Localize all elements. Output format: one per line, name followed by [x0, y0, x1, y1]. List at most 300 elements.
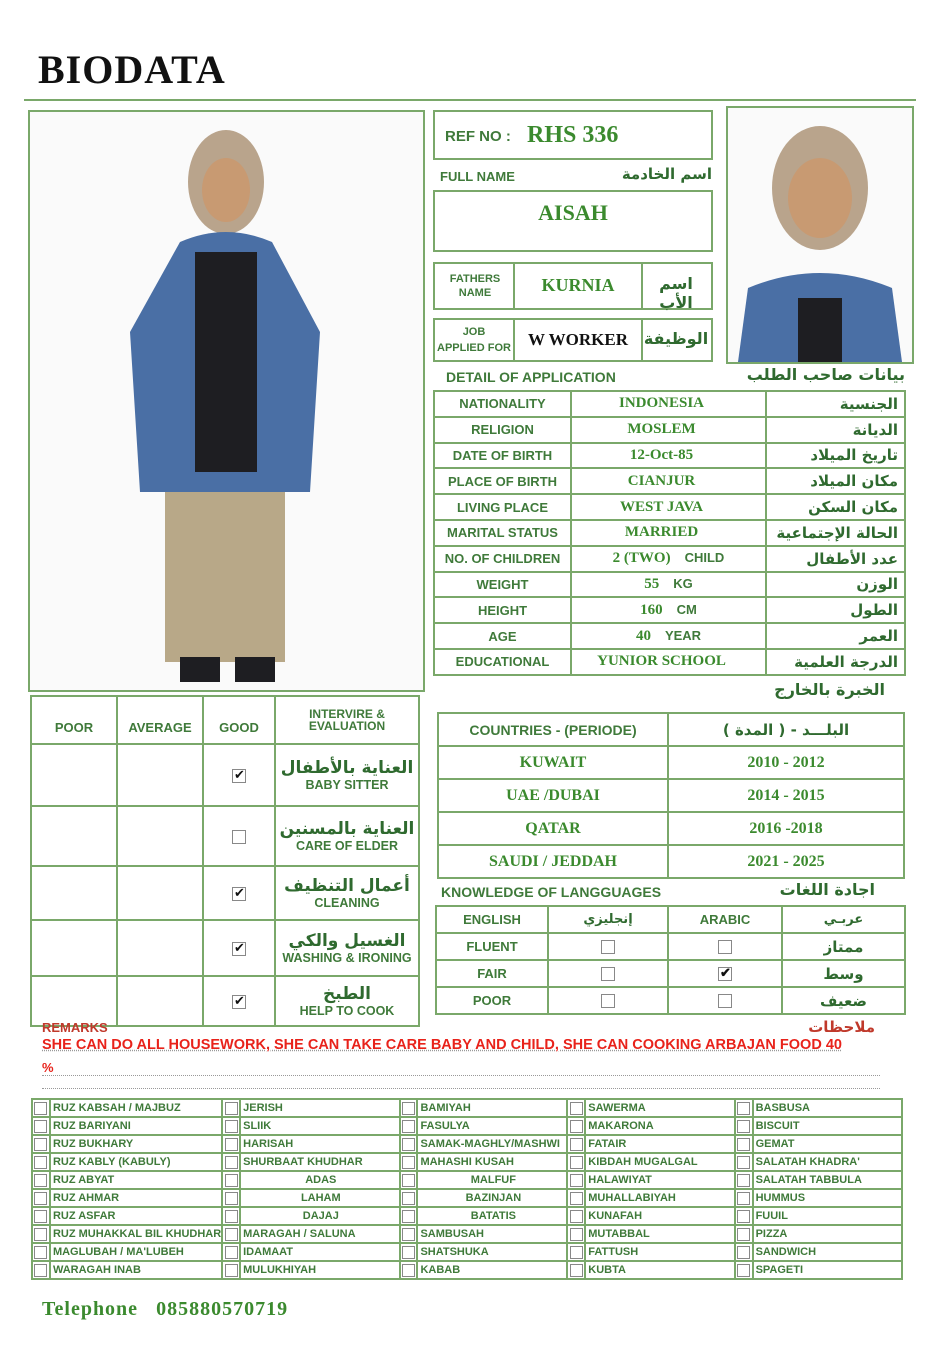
experience-period: 2016 -2018: [668, 812, 904, 845]
menu-row: [32, 1099, 902, 1117]
arabic-checkbox[interactable]: [718, 967, 732, 981]
detail-label-ar: الوزن: [766, 572, 905, 598]
menu-checkbox-cell: [222, 1243, 240, 1261]
remarks-label-ar: ملاحظات: [808, 1018, 875, 1036]
language-level: FAIR: [436, 960, 548, 987]
skill-good-checkbox[interactable]: [232, 942, 246, 956]
detail-label: NO. OF CHILDREN: [434, 546, 571, 572]
menu-checkbox-cell: [735, 1189, 753, 1207]
skill-average-cell: [117, 920, 203, 976]
experience-period: 2010 - 2012: [668, 746, 904, 779]
detail-value: MARRIED: [571, 520, 766, 546]
detail-row: [434, 494, 905, 520]
menu-item: RUZ AHMAR: [50, 1189, 222, 1207]
menu-item: BAZINJAN: [417, 1189, 567, 1207]
menu-checkbox-cell: [32, 1189, 50, 1207]
menu-item: HALAWIYAT: [585, 1171, 734, 1189]
language-row: [436, 933, 905, 960]
menu-checkbox[interactable]: [225, 1120, 238, 1133]
skill-name: CLEANING: [314, 896, 380, 910]
menu-checkbox[interactable]: [737, 1120, 750, 1133]
menu-item: MULUKHIYAH: [240, 1261, 399, 1279]
arabic-checkbox[interactable]: [718, 994, 732, 1008]
language-row: [436, 960, 905, 987]
skill-good-checkbox[interactable]: [232, 830, 246, 844]
skill-good-checkbox[interactable]: [232, 887, 246, 901]
arabic-header-ar: عربـي: [782, 906, 905, 933]
menu-item: BATATIS: [417, 1207, 567, 1225]
skill-average-cell: [117, 806, 203, 866]
arabic-checkbox-cell: [668, 933, 782, 960]
page-title: BIODATA: [38, 47, 226, 92]
menu-item: SHURBAAT KHUDHAR: [240, 1153, 399, 1171]
menu-item: MAKARONA: [585, 1117, 734, 1135]
detail-row: [434, 520, 905, 546]
menu-checkbox[interactable]: [570, 1192, 583, 1205]
detail-label-ar: بيانات صاحب الطلب: [746, 365, 905, 384]
skill-good-checkbox[interactable]: [232, 995, 246, 1009]
skill-good-cell: [203, 744, 275, 806]
detail-row: [434, 572, 905, 598]
menu-item: MUHALLABIYAH: [585, 1189, 734, 1207]
menu-checkbox-cell: [32, 1171, 50, 1189]
remarks-text: SHE CAN DO ALL HOUSEWORK, SHE CAN TAKE CARE BABY AND CHILD, SHE CAN COOKING ARBAJAN FOOD 40: [42, 1037, 842, 1053]
menu-checkbox[interactable]: [737, 1210, 750, 1223]
menu-checkbox-cell: [400, 1171, 418, 1189]
english-checkbox[interactable]: [601, 940, 615, 954]
menu-checkbox[interactable]: [570, 1102, 583, 1115]
menu-checkbox-cell: [400, 1243, 418, 1261]
language-level: POOR: [436, 987, 548, 1014]
english-checkbox-cell: [548, 987, 668, 1014]
detail-unit: KG: [673, 575, 693, 591]
menu-item: LAHAM: [240, 1189, 399, 1207]
detail-label: DATE OF BIRTH: [434, 443, 571, 469]
detail-label: LIVING PLACE: [434, 494, 571, 520]
menu-checkbox-cell: [222, 1153, 240, 1171]
detail-label-ar: الطول: [766, 597, 905, 623]
father-name-label-ar: اسم الأب: [659, 274, 693, 312]
menu-item: MARAGAH / SALUNA: [240, 1225, 399, 1243]
portrait-photo: [726, 106, 914, 364]
detail-label: EDUCATIONAL: [434, 649, 571, 675]
menu-checkbox[interactable]: [570, 1120, 583, 1133]
menu-checkbox-cell: [735, 1171, 753, 1189]
menu-checkbox-cell: [567, 1117, 585, 1135]
skill-row: [31, 920, 419, 976]
menu-checkbox[interactable]: [402, 1192, 415, 1205]
menu-checkbox[interactable]: [225, 1264, 238, 1277]
menu-checkbox[interactable]: [34, 1210, 47, 1223]
skill-evaluation: [275, 920, 419, 976]
menu-checkbox-cell: [400, 1189, 418, 1207]
menu-item: HUMMUS: [753, 1189, 902, 1207]
detail-value: 2 (TWO) CHILD: [571, 546, 766, 572]
detail-label-ar: مكان الميلاد: [766, 468, 905, 494]
detail-value: INDONESIA: [571, 391, 766, 417]
poor-header: POOR: [31, 696, 117, 744]
menu-checkbox-cell: [567, 1135, 585, 1153]
menu-checkbox[interactable]: [225, 1102, 238, 1115]
experience-table: [437, 712, 905, 879]
menu-checkbox[interactable]: [225, 1156, 238, 1169]
experience-country: KUWAIT: [438, 746, 668, 779]
menu-checkbox[interactable]: [34, 1156, 47, 1169]
menu-checkbox-cell: [222, 1207, 240, 1225]
menu-checkbox-cell: [222, 1135, 240, 1153]
languages-table: [435, 905, 906, 1015]
menu-checkbox-cell: [735, 1135, 753, 1153]
menu-checkbox[interactable]: [34, 1228, 47, 1241]
arabic-checkbox-cell: [668, 960, 782, 987]
menu-checkbox[interactable]: [570, 1174, 583, 1187]
menu-checkbox[interactable]: [34, 1174, 47, 1187]
experience-row: [438, 746, 904, 779]
menu-row: [32, 1243, 902, 1261]
arabic-checkbox[interactable]: [718, 940, 732, 954]
menu-checkbox-cell: [735, 1099, 753, 1117]
details-table: [433, 390, 906, 676]
menu-checkbox-cell: [735, 1243, 753, 1261]
skills-table: [30, 695, 420, 1027]
full-name-box: [433, 190, 713, 252]
menu-checkbox-cell: [735, 1117, 753, 1135]
menu-checkbox-cell: [32, 1117, 50, 1135]
menu-item: RUZ KABSAH / MAJBUZ: [50, 1099, 222, 1117]
menu-checkbox-cell: [222, 1117, 240, 1135]
english-checkbox-cell: [548, 933, 668, 960]
detail-row: [434, 597, 905, 623]
detail-unit: CHILD: [684, 550, 725, 566]
experience-row: [438, 779, 904, 812]
menu-item: DAJAJ: [240, 1207, 399, 1225]
menu-item: RUZ ASFAR: [50, 1207, 222, 1225]
menu-item: SAMBUSAH: [417, 1225, 567, 1243]
menu-row: [32, 1225, 902, 1243]
menu-checkbox-cell: [735, 1153, 753, 1171]
detail-value: WEST JAVA: [571, 494, 766, 520]
skill-name-ar: العناية بالأطفال: [280, 758, 414, 778]
menu-row: [32, 1261, 902, 1279]
menu-checkbox[interactable]: [34, 1246, 47, 1259]
menu-checkbox[interactable]: [737, 1174, 750, 1187]
detail-label-ar: العمر: [766, 623, 905, 649]
detail-label: AGE: [434, 623, 571, 649]
menu-item: SHATSHUKA: [417, 1243, 567, 1261]
menu-item: JERISH: [240, 1099, 399, 1117]
menu-item: BAMIYAH: [417, 1099, 567, 1117]
menu-checkbox-cell: [32, 1207, 50, 1225]
experience-country: SAUDI / JEDDAH: [438, 845, 668, 878]
skill-name: HELP TO COOK: [299, 1004, 395, 1018]
menu-checkbox[interactable]: [225, 1192, 238, 1205]
menu-checkbox-cell: [400, 1135, 418, 1153]
countries-header: COUNTRIES - (PERIODE): [438, 713, 668, 746]
skill-evaluation: [275, 806, 419, 866]
menu-checkbox[interactable]: [34, 1192, 47, 1205]
skill-good-cell: [203, 976, 275, 1026]
menu-checkbox[interactable]: [34, 1138, 47, 1151]
menu-checkbox[interactable]: [737, 1156, 750, 1169]
menu-checkbox[interactable]: [737, 1192, 750, 1205]
father-name-row: [433, 262, 713, 310]
menu-checkbox[interactable]: [402, 1210, 415, 1223]
menu-checkbox-cell: [222, 1171, 240, 1189]
job-label-ar: الوظيفة: [643, 329, 709, 348]
menu-checkbox-cell: [567, 1243, 585, 1261]
experience-label-ar: الخبرة بالخارج: [774, 680, 885, 699]
skill-name-ar: العناية بالمسنين: [279, 819, 415, 839]
remarks-line: [42, 1088, 880, 1089]
menu-checkbox[interactable]: [225, 1246, 238, 1259]
skill-poor-cell: [31, 806, 117, 866]
menu-item: KUBTA: [585, 1261, 734, 1279]
menu-checkbox[interactable]: [570, 1210, 583, 1223]
english-checkbox[interactable]: [601, 967, 615, 981]
menu-checkbox[interactable]: [737, 1264, 750, 1277]
skill-name-ar: أعمال التنظيف: [284, 876, 410, 896]
evaluation-header: INTERVIRE & EVALUATION: [275, 696, 419, 744]
menu-item: MUTABBAL: [585, 1225, 734, 1243]
skill-name-ar: الغسيل والكي: [288, 931, 406, 951]
job-value: W WORKER: [528, 330, 628, 349]
skill-evaluation: [275, 744, 419, 806]
countries-header-ar: البلـــد - ( المدة ): [668, 713, 904, 746]
skill-good-cell: [203, 866, 275, 920]
menu-checkbox-cell: [400, 1117, 418, 1135]
menu-checkbox-cell: [400, 1153, 418, 1171]
menu-row: [32, 1153, 902, 1171]
menu-checkbox[interactable]: [402, 1174, 415, 1187]
menu-item: SAMAK-MAGHLY/MASHWI: [417, 1135, 567, 1153]
menu-checkbox[interactable]: [34, 1120, 47, 1133]
menu-checkbox[interactable]: [225, 1210, 238, 1223]
detail-label: HEIGHT: [434, 597, 571, 623]
menu-checkbox[interactable]: [34, 1264, 47, 1277]
father-name-value: KURNIA: [541, 275, 615, 295]
detail-label: RELIGION: [434, 417, 571, 443]
skill-good-checkbox[interactable]: [232, 769, 246, 783]
skill-poor-cell: [31, 920, 117, 976]
menu-checkbox-cell: [567, 1261, 585, 1279]
menu-checkbox[interactable]: [737, 1138, 750, 1151]
menu-checkbox-cell: [567, 1099, 585, 1117]
menu-row: [32, 1171, 902, 1189]
job-label: JOB APPLIED FOR: [437, 326, 511, 354]
english-checkbox[interactable]: [601, 994, 615, 1008]
menu-row: [32, 1117, 902, 1135]
menu-checkbox[interactable]: [402, 1246, 415, 1259]
english-header-ar: إنجليزي: [548, 906, 668, 933]
menu-checkbox[interactable]: [225, 1174, 238, 1187]
detail-label-ar: الدرجة العلمية: [766, 649, 905, 675]
detail-value: 160 CM: [571, 597, 766, 623]
detail-row: [434, 443, 905, 469]
food-menu-table: [31, 1098, 903, 1280]
detail-row: [434, 468, 905, 494]
detail-row: [434, 623, 905, 649]
menu-checkbox[interactable]: [570, 1228, 583, 1241]
skill-row: [31, 744, 419, 806]
detail-unit: CM: [676, 601, 697, 617]
good-header: GOOD: [203, 696, 275, 744]
menu-checkbox[interactable]: [34, 1102, 47, 1115]
menu-checkbox[interactable]: [225, 1228, 238, 1241]
detail-value: YUNIOR SCHOOL: [571, 649, 766, 675]
skill-name: BABY SITTER: [305, 778, 389, 792]
detail-value: 55 KG: [571, 572, 766, 598]
menu-item: KUNAFAH: [585, 1207, 734, 1225]
experience-country: UAE /DUBAI: [438, 779, 668, 812]
menu-row: [32, 1189, 902, 1207]
menu-checkbox[interactable]: [402, 1156, 415, 1169]
menu-checkbox-cell: [400, 1225, 418, 1243]
menu-item: SPAGETI: [753, 1261, 902, 1279]
menu-checkbox[interactable]: [737, 1246, 750, 1259]
detail-value: 40 YEAR: [571, 623, 766, 649]
language-level-ar: ممتاز: [782, 933, 905, 960]
menu-checkbox-cell: [32, 1243, 50, 1261]
skill-good-cell: [203, 806, 275, 866]
menu-item: KABAB: [417, 1261, 567, 1279]
menu-checkbox-cell: [222, 1261, 240, 1279]
menu-checkbox[interactable]: [225, 1138, 238, 1151]
skill-row: [31, 976, 419, 1026]
remarks-text-2: %: [42, 1060, 880, 1076]
skill-name-ar: الطبخ: [323, 984, 371, 1004]
experience-country: QATAR: [438, 812, 668, 845]
menu-row: [32, 1207, 902, 1225]
menu-checkbox[interactable]: [402, 1138, 415, 1151]
detail-value: 12-Oct-85: [571, 443, 766, 469]
experience-row: [438, 812, 904, 845]
menu-checkbox[interactable]: [402, 1120, 415, 1133]
detail-label-ar: الجنسية: [766, 391, 905, 417]
menu-item: BASBUSA: [753, 1099, 902, 1117]
menu-checkbox-cell: [567, 1207, 585, 1225]
menu-checkbox-cell: [567, 1153, 585, 1171]
skill-poor-cell: [31, 744, 117, 806]
menu-row: [32, 1135, 902, 1153]
menu-checkbox-cell: [400, 1261, 418, 1279]
skill-average-cell: [117, 976, 203, 1026]
father-name-label: FATHERS NAME: [449, 273, 501, 299]
telephone: [42, 1298, 288, 1321]
detail-unit: YEAR: [664, 627, 702, 643]
skill-name: WASHING & IRONING: [282, 951, 412, 965]
full-name-label-ar: اسم الخادمة: [621, 165, 712, 183]
detail-label: WEIGHT: [434, 572, 571, 598]
experience-period: 2014 - 2015: [668, 779, 904, 812]
languages-label: KNOWLEDGE OF LANGGUAGES: [441, 884, 662, 900]
menu-checkbox-cell: [32, 1135, 50, 1153]
skill-evaluation: [275, 976, 419, 1026]
menu-checkbox-cell: [567, 1189, 585, 1207]
menu-checkbox-cell: [32, 1099, 50, 1117]
languages-label-ar: اجادة اللغات: [779, 880, 875, 899]
language-level-ar: ضعيف: [782, 987, 905, 1014]
english-header: ENGLISH: [436, 906, 548, 933]
menu-item: HARISAH: [240, 1135, 399, 1153]
menu-item: FATTUSH: [585, 1243, 734, 1261]
menu-item: RUZ BARIYANI: [50, 1117, 222, 1135]
experience-period: 2021 - 2025: [668, 845, 904, 878]
menu-item: IDAMAAT: [240, 1243, 399, 1261]
menu-checkbox-cell: [567, 1225, 585, 1243]
experience-row: [438, 845, 904, 878]
menu-item: SALATAH TABBULA: [753, 1171, 902, 1189]
menu-item: SALATAH KHADRA': [753, 1153, 902, 1171]
menu-item: SANDWICH: [753, 1243, 902, 1261]
menu-item: SAWERMA: [585, 1099, 734, 1117]
menu-item: MAGLUBAH / MA'LUBEH: [50, 1243, 222, 1261]
menu-item: RUZ KABLY (KABULY): [50, 1153, 222, 1171]
menu-checkbox-cell: [32, 1261, 50, 1279]
language-row: [436, 987, 905, 1014]
menu-item: SLIIK: [240, 1117, 399, 1135]
skill-row: [31, 806, 419, 866]
detail-row: [434, 546, 905, 572]
menu-checkbox-cell: [400, 1099, 418, 1117]
language-level-ar: وسط: [782, 960, 905, 987]
average-header: AVERAGE: [117, 696, 203, 744]
detail-label-ar: تاريخ الميلاد: [766, 443, 905, 469]
detail-label: PLACE OF BIRTH: [434, 468, 571, 494]
detail-label-ar: مكان السكن: [766, 494, 905, 520]
menu-checkbox-cell: [222, 1225, 240, 1243]
detail-label-ar: الديانة: [766, 417, 905, 443]
skill-poor-cell: [31, 866, 117, 920]
skill-poor-cell: [31, 976, 117, 1026]
english-checkbox-cell: [548, 960, 668, 987]
title-divider: [24, 99, 916, 101]
full-body-photo: [28, 110, 425, 692]
menu-item: RUZ ABYAT: [50, 1171, 222, 1189]
menu-checkbox[interactable]: [570, 1156, 583, 1169]
detail-label-ar: الحالة الإجتماعية: [766, 520, 905, 546]
detail-row: [434, 417, 905, 443]
ref-no-label: REF NO :: [445, 128, 511, 145]
menu-checkbox-cell: [32, 1225, 50, 1243]
menu-checkbox[interactable]: [737, 1228, 750, 1241]
detail-label: DETAIL OF APPLICATION: [446, 369, 616, 385]
menu-checkbox-cell: [735, 1261, 753, 1279]
menu-checkbox-cell: [400, 1207, 418, 1225]
remarks-label: REMARKS: [42, 1020, 108, 1035]
language-level: FLUENT: [436, 933, 548, 960]
ref-no-box: [433, 110, 713, 160]
detail-label: MARITAL STATUS: [434, 520, 571, 546]
skill-row: [31, 866, 419, 920]
menu-checkbox[interactable]: [402, 1228, 415, 1241]
menu-checkbox[interactable]: [570, 1138, 583, 1151]
menu-checkbox[interactable]: [402, 1102, 415, 1115]
menu-checkbox[interactable]: [570, 1264, 583, 1277]
job-row: [433, 318, 713, 362]
menu-checkbox[interactable]: [402, 1264, 415, 1277]
menu-item: RUZ BUKHARY: [50, 1135, 222, 1153]
menu-checkbox[interactable]: [737, 1102, 750, 1115]
menu-checkbox[interactable]: [570, 1246, 583, 1259]
menu-item: MALFUF: [417, 1171, 567, 1189]
menu-checkbox-cell: [735, 1207, 753, 1225]
detail-label-ar: عدد الأطفال: [766, 546, 905, 572]
skill-evaluation: [275, 866, 419, 920]
menu-item: BISCUIT: [753, 1117, 902, 1135]
detail-row: [434, 391, 905, 417]
full-name-value: AISAH: [538, 200, 608, 225]
full-name-label: FULL NAME: [440, 169, 515, 184]
